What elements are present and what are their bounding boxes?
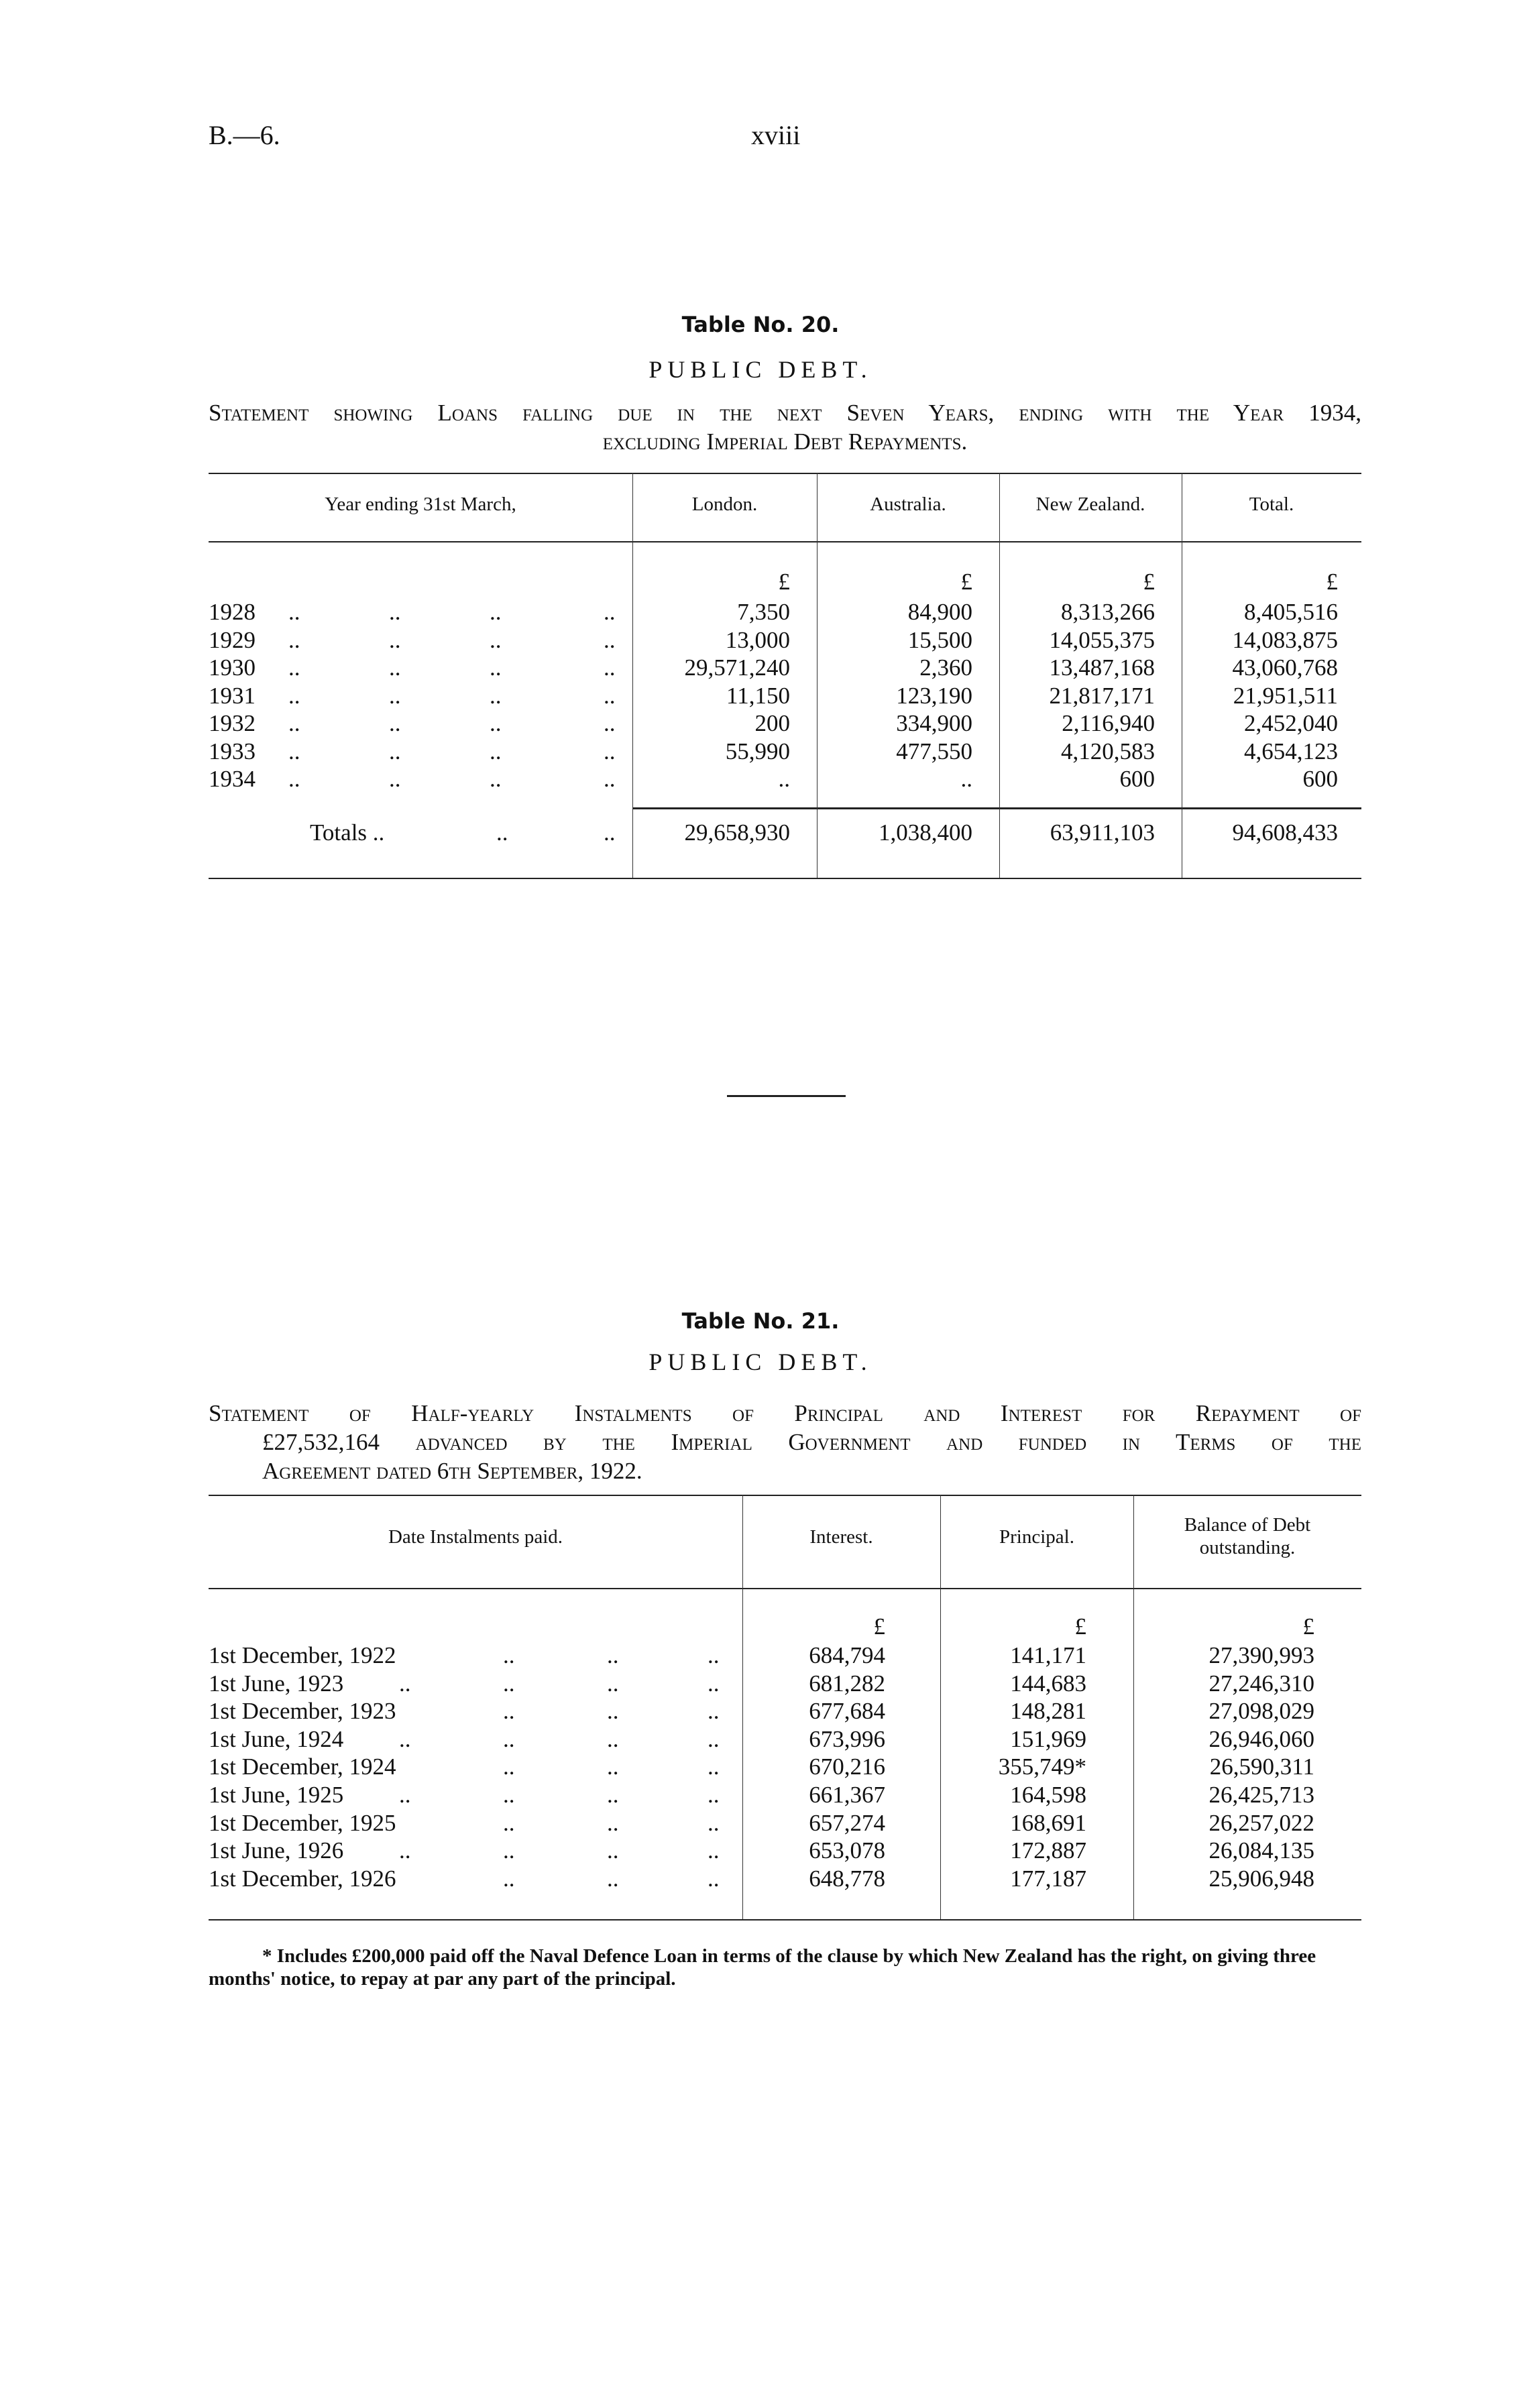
value-cell: 7,350 [737,599,790,625]
value-cell: 27,098,029 [1208,1698,1314,1725]
table-top-rule [209,473,1361,474]
value-cell: 13,000 [725,626,790,653]
currency-symbol: £ [778,569,790,595]
table20-label: Table No. 20. [681,312,840,337]
value-cell: 172,887 [1010,1837,1086,1864]
table-bottom-rule [209,1919,1361,1920]
date-cell: 1st December, 1925 [209,1809,396,1836]
date-cell: 1st June, 1926 [209,1837,344,1864]
statement-line: Statement showing Loans falling due in the next Seven Years, ending with the Year 1934, [209,400,1361,426]
leader-dots: .. [503,1782,515,1808]
page-reference: B.—6. [209,120,280,150]
year-cell: 1933 [209,738,256,764]
value-cell: 600 [1302,766,1338,792]
currency-symbol: £ [960,569,972,595]
table20-title: PUBLIC DEBT. [649,356,872,383]
value-cell: 26,425,713 [1208,1782,1314,1808]
value-cell: 26,084,135 [1208,1837,1314,1864]
leader-dots: .. [607,1642,619,1668]
leader-dots: .. [503,1698,515,1725]
leader-dots: .. [288,599,300,625]
leader-dots: .. [399,1837,411,1864]
value-cell: 673,996 [809,1725,885,1752]
leader-dots: .. [288,738,300,764]
leader-dots: .. [607,1809,619,1836]
leader-dots: .. [503,1809,515,1836]
leader-dots: .. [708,1809,720,1836]
leader-dots: .. [389,738,401,764]
date-cell: 1st June, 1924 [209,1725,344,1752]
leader-dots: .. [708,1837,720,1864]
table21-statement [209,1399,1361,1485]
totals-rule [632,807,1361,809]
value-cell: 8,313,266 [1061,599,1155,625]
value-cell: 151,969 [1010,1725,1086,1752]
leader-dots: .. [288,626,300,653]
value-cell: .. [960,766,972,792]
value-cell: 123,190 [896,682,972,709]
value-cell: 168,691 [1010,1809,1086,1836]
total-cell: 29,658,930 [684,819,790,846]
value-cell: 684,794 [809,1642,885,1668]
leader-dots: .. [503,1837,515,1864]
value-cell: 477,550 [896,738,972,764]
leader-dots: .. [604,819,616,846]
leader-dots: .. [399,1670,411,1697]
date-cell: 1st June, 1925 [209,1782,344,1808]
leader-dots: .. [490,654,502,681]
column-header: Total. [1249,494,1294,515]
leader-dots: .. [604,626,616,653]
date-cell: 1st December, 1922 [209,1642,396,1668]
column-header: Principal. [999,1526,1074,1548]
date-cell: 1st December, 1923 [209,1698,396,1725]
page-number: xviii [751,120,801,150]
leader-dots: .. [389,766,401,792]
leader-dots: .. [607,1698,619,1725]
value-cell: 355,749* [998,1754,1086,1780]
value-cell: 661,367 [809,1782,885,1808]
section-divider [727,1095,846,1097]
column-header: Australia. [870,494,946,515]
leader-dots: .. [708,1865,720,1892]
value-cell: 4,654,123 [1244,738,1338,764]
column-header: outstanding. [1199,1537,1296,1558]
column-header: Interest. [809,1526,873,1548]
leader-dots: .. [604,654,616,681]
currency-symbol: £ [1326,569,1338,595]
leader-dots: .. [708,1782,720,1808]
leader-dots: .. [490,738,502,764]
value-cell: 2,452,040 [1244,710,1338,736]
leader-dots: .. [490,599,502,625]
year-cell: 1928 [209,599,256,625]
leader-dots: .. [708,1754,720,1780]
leader-dots: .. [288,710,300,736]
footnote: * Includes £200,000 paid off the Naval Defence Loan in terms of the clause by which New Zealand has the right, on giving three months' notice, to repay at par any part of the principal. [209,1945,1316,1990]
leader-dots: .. [708,1725,720,1752]
total-cell: 1,038,400 [879,819,972,846]
value-cell: 653,078 [809,1837,885,1864]
value-cell: 11,150 [726,682,790,709]
column-header: London. [691,494,758,515]
leader-dots: .. [708,1698,720,1725]
value-cell: 164,598 [1010,1782,1086,1808]
table21-title: PUBLIC DEBT. [649,1349,872,1375]
column-header: Balance of Debt [1184,1514,1311,1536]
leader-dots: .. [607,1670,619,1697]
value-cell: 29,571,240 [684,654,790,681]
value-cell: 13,487,168 [1049,654,1155,681]
value-cell: 648,778 [809,1865,885,1892]
leader-dots: .. [288,654,300,681]
totals-label: Totals .. [310,819,385,846]
year-cell: 1930 [209,654,256,681]
value-cell: 27,246,310 [1208,1670,1314,1697]
leader-dots: .. [708,1670,720,1697]
leader-dots: .. [503,1754,515,1780]
value-cell: 14,055,375 [1049,626,1155,653]
leader-dots: .. [604,766,616,792]
value-cell: 27,390,993 [1208,1642,1314,1668]
leader-dots: .. [389,710,401,736]
year-cell: 1929 [209,626,256,653]
value-cell: 84,900 [907,599,972,625]
value-cell: 681,282 [809,1670,885,1697]
leader-dots: .. [604,599,616,625]
leader-dots: .. [607,1782,619,1808]
leader-dots: .. [399,1725,411,1752]
leader-dots: .. [607,1865,619,1892]
value-cell: 334,900 [896,710,972,736]
value-cell: 8,405,516 [1244,599,1338,625]
column-header: Year ending 31st March, [325,494,516,515]
value-cell: 148,281 [1010,1698,1086,1725]
leader-dots: .. [503,1865,515,1892]
total-cell: 94,608,433 [1232,819,1338,846]
value-cell: 177,187 [1010,1865,1086,1892]
table-bottom-rule [209,878,1361,879]
leader-dots: .. [389,599,401,625]
leader-dots: .. [607,1754,619,1780]
value-cell: 2,360 [919,654,972,681]
table20-statement [209,398,1361,456]
column-header: New Zealand. [1035,494,1145,515]
leader-dots: .. [288,766,300,792]
leader-dots: .. [604,738,616,764]
header-rule [209,1588,1361,1589]
leader-dots: .. [490,766,502,792]
statement-line: Agreement dated 6th September, 1922. [262,1458,642,1484]
year-cell: 1934 [209,766,256,792]
statement-line: excluding Imperial Debt Repayments. [602,428,968,455]
currency-symbol: £ [1302,1613,1314,1640]
currency-symbol: £ [873,1613,885,1640]
statement-line: Statement of Half-yearly Instalments of Principal and Interest for Repayment of [209,1400,1361,1426]
value-cell: 55,990 [725,738,790,764]
leader-dots: .. [490,626,502,653]
leader-dots: .. [490,710,502,736]
currency-symbol: £ [1143,569,1155,595]
value-cell: 25,906,948 [1208,1865,1314,1892]
value-cell: 144,683 [1010,1670,1086,1697]
year-cell: 1931 [209,682,256,709]
leader-dots: .. [503,1670,515,1697]
value-cell: 657,274 [809,1809,885,1836]
value-cell: 670,216 [809,1754,885,1780]
statement-line: £27,532,164 advanced by the Imperial Government and funded in Terms of the [262,1429,1361,1455]
leader-dots: .. [607,1837,619,1864]
table-top-rule [209,1495,1361,1496]
header-rule [209,541,1361,542]
leader-dots: .. [496,819,508,846]
value-cell: 600 [1119,766,1155,792]
value-cell: 200 [754,710,790,736]
value-cell: 21,817,171 [1049,682,1155,709]
column-header: Date Instalments paid. [388,1526,563,1548]
value-cell: 21,951,511 [1233,682,1338,709]
value-cell: 141,171 [1010,1642,1086,1668]
total-cell: 63,911,103 [1050,819,1155,846]
leader-dots: .. [389,626,401,653]
value-cell: 26,590,311 [1209,1754,1314,1780]
leader-dots: .. [288,682,300,709]
value-cell: 4,120,583 [1061,738,1155,764]
date-cell: 1st December, 1924 [209,1754,396,1780]
value-cell: 43,060,768 [1232,654,1338,681]
date-cell: 1st December, 1926 [209,1865,396,1892]
table21-label: Table No. 21. [681,1308,840,1334]
leader-dots: .. [708,1642,720,1668]
leader-dots: .. [607,1725,619,1752]
leader-dots: .. [503,1642,515,1668]
value-cell: 26,946,060 [1208,1725,1314,1752]
value-cell: 26,257,022 [1208,1809,1314,1836]
date-cell: 1st June, 1923 [209,1670,344,1697]
leader-dots: .. [399,1782,411,1808]
leader-dots: .. [604,710,616,736]
value-cell: .. [778,766,790,792]
currency-symbol: £ [1074,1613,1086,1640]
leader-dots: .. [490,682,502,709]
value-cell: 2,116,940 [1062,710,1155,736]
leader-dots: .. [389,654,401,681]
leader-dots: .. [604,682,616,709]
year-cell: 1932 [209,710,256,736]
leader-dots: .. [503,1725,515,1752]
leader-dots: .. [389,682,401,709]
value-cell: 14,083,875 [1232,626,1338,653]
value-cell: 677,684 [809,1698,885,1725]
value-cell: 15,500 [907,626,972,653]
